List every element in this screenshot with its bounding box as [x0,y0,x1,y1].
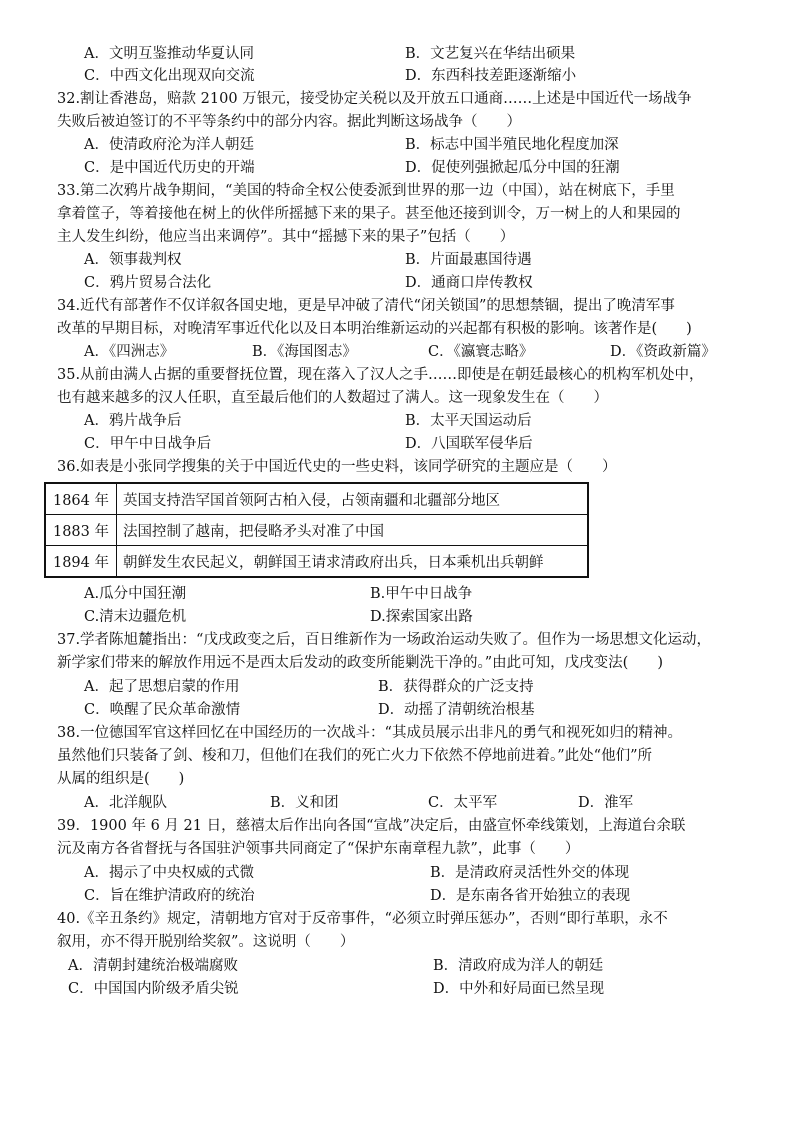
q40-option-b: B．清政府成为洋人的朝廷 [433,958,604,974]
q37-option-d: D．动摇了清朝统治根基 [378,702,535,718]
q38-stem-line3: 从属的组织是( ) [57,771,185,787]
q36-option-c: C.清末边疆危机 [84,609,187,625]
q38-stem-line1: 38.一位德国军官这样回忆在中国经历的一次战斗：“其成员展示出非凡的勇气和视死如归的精神。 [57,725,682,741]
q38-option-a: A．北洋舰队 [84,795,167,811]
table-event-cell: 英国支持浩罕国首领阿古柏入侵，占领南疆和北疆部分地区 [117,483,589,515]
q35-option-d: D．八国联军侵华后 [405,436,533,452]
q39-stem-line1: 39．1900 年 6 月 21 日，慈禧太后作出向各国“宣战”决定后，由盛宣怀牵线策划，上海道台余联 [57,818,686,834]
table-year-cell: 1864 年 [45,483,117,515]
q34-option-c: C．《瀛寰志略》 [428,344,534,360]
q40-stem-line2: 叙用，亦不得开脱别给奖叙”。这说明（ ） [57,934,355,950]
q36-option-d: D.探索国家出路 [370,609,473,625]
q32-stem-line1: 32.割让香港岛，赔款 2100 万银元，接受协定关税以及开放五口通商……上述是中国近代一场战争 [57,91,692,107]
q34-option-a: A．《四洲志》 [84,344,175,360]
q38-stem-line2: 虽然他们只装备了剑、梭和刀，但他们在我们的死亡火力下依然不停地前进着。”此处“他们”所 [57,748,652,764]
q39-stem-line2: 沅及南方各省督抚与各国驻沪领事共同商定了“保护东南章程九款”，此事（ ） [57,841,580,857]
q32-option-b: B．标志中国半殖民地化程度加深 [405,137,619,153]
q40-option-c: C．中国国内阶级矛盾尖锐 [68,981,239,997]
q39-option-d: D．是东南各省开始独立的表现 [430,888,631,904]
q33-option-a: A．领事裁判权 [84,252,182,268]
q36-history-table [44,482,589,578]
q39-option-c: C．旨在维护清政府的统治 [84,888,255,904]
q35-stem-line2: 也有越来越多的汉人任职，直至最后他们的人数超过了满人。这一现象发生在（ ） [57,390,608,406]
q32-stem-line2: 失败后被迫签订的不平等条约中的部分内容。据此判断这场战争（ ） [57,114,521,130]
q34-stem-line1: 34.近代有部著作不仅详叙各国史地，更是早冲破了清代“闭关锁国”的思想禁锢，提出了晚清军事 [57,298,675,314]
q34-stem-line2: 改革的早期目标，对晚清军事近代化以及日本明治维新运动的兴起都有积极的影响。该著作是( ) [57,321,692,337]
q40-option-a: A．清朝封建统治极端腐败 [68,958,238,974]
q37-stem-line2: 新学家们带来的解放作用远不是西太后发动的政变所能剿洗干净的。”由此可知，戊戌变法( ) [57,655,663,671]
q40-stem-line1: 40.《辛丑条约》规定，清朝地方官对于反帝事件，“必须立时弹压惩办”，否则“即行革职，永不 [57,911,668,927]
table-event-cell: 法国控制了越南，把侵略矛头对准了中国 [117,515,589,546]
table-row [45,515,588,546]
q31-option-a: A．文明互鉴推动华夏认同 [84,46,254,62]
q37-option-a: A．起了思想启蒙的作用 [84,679,240,695]
q33-option-b: B．片面最惠国待遇 [405,252,532,268]
table-year-cell: 1883 年 [45,515,117,546]
q39-option-a: A．揭示了中央权威的式微 [84,865,254,881]
q33-stem-line2: 拿着筐子，等着接他在树上的伙伴所摇撼下来的果子。甚至他还接到训令，万一树上的人和果园的 [57,206,681,222]
q38-option-b: B．义和团 [270,795,339,811]
q33-option-c: C．鸦片贸易合法化 [84,275,212,291]
table-event-cell: 朝鲜发生农民起义，朝鲜国王请求清政府出兵，日本乘机出兵朝鲜 [117,546,589,578]
q35-option-a: A．鸦片战争后 [84,413,182,429]
q39-option-b: B．是清政府灵活性外交的体现 [430,865,630,881]
q40-option-d: D．中外和好局面已然呈现 [433,981,605,997]
q36-option-a: A.瓜分中国狂潮 [84,586,187,602]
q34-option-b: B．《海国图志》 [252,344,357,360]
q37-stem-line1: 37.学者陈旭麓指出：“戊戌政变之后，百日维新作为一场政治运动失败了。但作为一场思想文化运动， [57,632,711,648]
q32-option-a: A．使清政府沦为洋人朝廷 [84,137,254,153]
q31-option-c: C．中西文化出现双向交流 [84,68,255,84]
q38-option-c: C．太平军 [428,795,498,811]
q36-stem: 36.如表是小张同学搜集的关于中国近代史的一些史料，该同学研究的主题应是（ ） [57,459,617,475]
table-year-cell: 1894 年 [45,546,117,578]
q33-stem-line3: 主人发生纠纷，他应当出来调停”。其中“摇撼下来的果子”包括（ ） [57,229,515,245]
q36-option-b: B.甲午中日战争 [370,586,473,602]
q38-option-d: D．淮军 [578,795,634,811]
q35-option-b: B．太平天国运动后 [405,413,532,429]
table-row [45,483,588,515]
q37-option-c: C．唤醒了民众革命激情 [84,702,241,718]
q35-stem-line1: 35.从前由满人占据的重要督抚位置，现在落入了汉人之手……即使是在朝廷最核心的机构军机处中， [57,367,704,383]
q34-option-d: D．《资政新篇》 [610,344,716,360]
q33-option-d: D．通商口岸传教权 [405,275,533,291]
q35-option-c: C．甲午中日战争后 [84,436,212,452]
table-row [45,546,588,578]
q33-stem-line1: 33.第二次鸦片战争期间，“美国的特命全权公使委派到世界的那一边（中国），站在树底下，手里 [57,183,675,199]
q37-option-b: B．获得群众的广泛支持 [378,679,534,695]
q31-option-b: B．文艺复兴在华结出硕果 [405,46,576,62]
q31-option-d: D．东西科技差距逐渐缩小 [405,68,577,84]
q32-option-d: D．促使列强掀起瓜分中国的狂潮 [405,160,620,176]
q32-option-c: C．是中国近代历史的开端 [84,160,255,176]
